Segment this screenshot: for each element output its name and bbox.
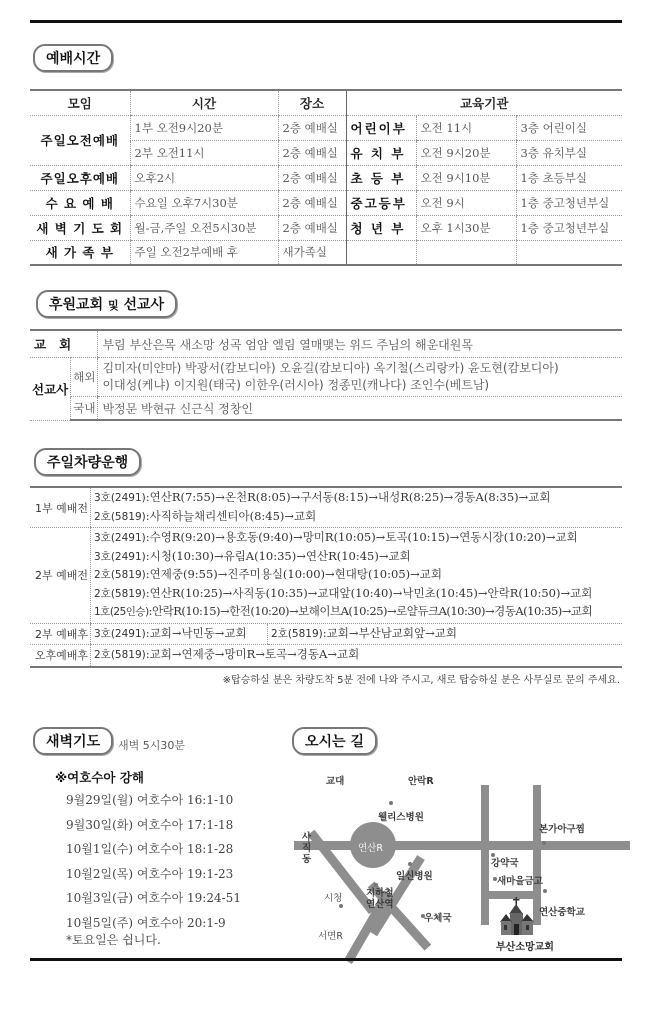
title-part: 선교사 xyxy=(123,297,165,313)
support-table xyxy=(30,329,622,421)
schedule-item: 9월29일(월) 여호수아 16:1-10 xyxy=(66,793,234,807)
route-line: 3호(2491):수영R(9:20)→용호동(9:40)→망미R(10:05)→토곡(10:15)→연동시장(10:20)→교회 xyxy=(94,530,578,544)
table-row xyxy=(30,645,622,667)
map-label-sajik: 사직동 xyxy=(302,832,312,865)
dawn-prayer-note: *토요일은 쉽니다. xyxy=(66,933,161,947)
map-label-post-office: 우체국 xyxy=(424,913,452,924)
support-section-title xyxy=(36,290,177,318)
overseas-label: 해외 xyxy=(71,358,98,397)
overseas-line: 김미자(미얀마) 박광서(캄보디아) 오윤길(캄보디아) 옥기철(스리랑카) 윤도현(캄보디아) xyxy=(102,361,559,375)
table-row xyxy=(30,215,622,240)
meeting-name: 수 요 예 배 xyxy=(30,190,130,215)
meeting-name: 새 가 족 부 xyxy=(30,240,130,265)
bottom-rule xyxy=(30,958,622,961)
meeting-time: 오후2시 xyxy=(130,165,278,190)
map-dot xyxy=(408,862,412,866)
route-cell xyxy=(268,623,623,645)
table-row xyxy=(30,487,622,528)
dawn-prayer-schedule xyxy=(66,788,241,936)
domestic-list: 박정문 박현규 신근식 정창인 xyxy=(98,397,622,421)
meeting-place: 2층 예배실 xyxy=(278,140,346,165)
schedule-item: 9월30일(화) 여호수아 17:1-18 xyxy=(66,817,234,832)
map-label-gyodae: 교대 xyxy=(326,776,345,787)
edu-dept: 청 년 부 xyxy=(346,215,416,240)
worship-schedule-table xyxy=(30,89,622,266)
missionary-label: 선교사 xyxy=(30,358,71,421)
map-label-ilsin-hospital: 일신병원 xyxy=(396,871,433,882)
map-label-bongaya: 본가아구찜 xyxy=(539,824,585,835)
col-header-time: 시간 xyxy=(130,90,278,115)
route-cell xyxy=(91,487,623,528)
route-cell xyxy=(91,528,623,624)
meeting-place: 새가족실 xyxy=(278,240,346,265)
dawn-prayer-section-title: 새벽기도 xyxy=(33,727,113,755)
route-cell xyxy=(91,623,268,645)
map-label-pharmacy: 강약국 xyxy=(491,858,519,869)
meeting-time: 1부 오전9시20분 xyxy=(130,115,278,140)
edu-time: 오후 1시30분 xyxy=(416,215,516,240)
dawn-prayer-subtitle: ※여호수아 강해 xyxy=(55,770,144,785)
edu-dept: 초 등 부 xyxy=(346,165,416,190)
route-line: 2호(5819):연제중(9:55)→진주미용실(10:00)→현대탕(10:05)→교회 xyxy=(94,567,442,581)
meeting-place: 2층 예배실 xyxy=(278,215,346,240)
table-row xyxy=(30,358,622,397)
empty-cell xyxy=(346,240,416,265)
meeting-place: 2층 예배실 xyxy=(278,165,346,190)
edu-dept: 중고등부 xyxy=(346,190,416,215)
schedule-item: 10월5일(주) 여호수아 20:1-9 xyxy=(66,915,226,930)
meeting-name: 주일오후예배 xyxy=(30,165,130,190)
run-label: 2부 예배전 xyxy=(30,528,91,624)
route-line: 2호(5819):교회→부산남교회앞→교회 xyxy=(271,625,457,640)
meeting-time: 수요일 오후7시30분 xyxy=(130,190,278,215)
run-label: 2부 예배후 xyxy=(30,623,91,645)
dawn-prayer-time: 새벽 5시30분 xyxy=(118,739,185,752)
overseas-list xyxy=(98,358,622,397)
edu-dept: 유 치 부 xyxy=(346,140,416,165)
schedule-item: 10월3일(금) 여호수아 19:24-51 xyxy=(66,891,241,906)
directions-section-title: 오시는 길 xyxy=(292,727,377,755)
map-label-city-hall: 시청 xyxy=(324,893,343,904)
overseas-line: 이대성(케냐) 이지원(태국) 이한우(러시아) 정종민(캐나다) 조인수(베트남) xyxy=(102,378,490,392)
map-dot xyxy=(374,883,378,887)
church-icon xyxy=(498,897,536,937)
map-label-saemaeul: 새마을금고 xyxy=(497,876,543,887)
table-row xyxy=(30,623,622,645)
edu-time: 오전 11시 xyxy=(416,115,516,140)
col-header-education: 교육기관 xyxy=(346,90,622,115)
church-label: 교 회 xyxy=(30,330,98,358)
table-row xyxy=(30,397,622,421)
domestic-label: 국내 xyxy=(71,397,98,421)
col-header-place: 장소 xyxy=(278,90,346,115)
route-line: 3호(2491):교회→낙민동→교회 xyxy=(94,625,247,640)
meeting-time: 주일 오전2부예배 후 xyxy=(130,240,278,265)
map-dot xyxy=(543,889,547,893)
title-part: 후원교회 xyxy=(49,297,104,313)
vehicle-table xyxy=(30,486,622,668)
edu-place: 1층 중고청년부실 xyxy=(516,215,622,240)
run-label: 1부 예배전 xyxy=(30,487,91,528)
edu-time: 오전 9시20분 xyxy=(416,140,516,165)
table-row xyxy=(30,240,622,265)
route-line: 2호(5819):사직하늘채리센티아(8:45)→교회 xyxy=(94,508,317,523)
map-dot xyxy=(389,801,393,805)
route-cell xyxy=(91,645,623,667)
map-label-anrak: 안락R xyxy=(408,776,434,787)
title-part: 및 xyxy=(107,299,119,312)
map-label-middle-school: 연산중학교 xyxy=(539,907,585,918)
route-line: 1호(25인승):안락R(10:15)→한전(10:20)→보해이브A(10:25)→로얄듀크A(10:30)→경동A(10:35)→교회 xyxy=(94,604,593,618)
meeting-place: 2층 예배실 xyxy=(278,115,346,140)
map-label-church: 부산소망교회 xyxy=(496,942,554,953)
meeting-time: 월-금,주일 오전5시30분 xyxy=(130,215,278,240)
edu-place: 3층 유치부실 xyxy=(516,140,622,165)
map-label-subway: 지하철 연산역 xyxy=(366,888,394,910)
route-line: 2호(5819):연산R(10:25)→사직동(10:35)→교대앞(10:40)→낙민초(10:45)→안락R(10:50)→교회 xyxy=(94,585,593,600)
edu-time: 오전 9시 xyxy=(416,190,516,215)
route-line: 3호(2491):연산R(7:55)→온천R(8:05)→구서동(8:15)→내성R(8:25)→경동A(8:35)→교회 xyxy=(94,490,551,504)
church-list: 부림 부산은목 새소망 성곡 엄암 엘림 열매맺는 위드 주님의 해운대원목 xyxy=(98,330,622,358)
edu-place: 1층 중고청년부실 xyxy=(516,190,622,215)
vehicle-note: ※탑승하실 분은 차량도착 5분 전에 나와 주시고, 새로 탑승하실 분은 사무실로 문의 주세요. xyxy=(222,675,620,686)
schedule-item: 10월2일(목) 여호수아 19:1-23 xyxy=(66,866,234,881)
empty-cell xyxy=(416,240,516,265)
table-row xyxy=(30,528,622,624)
edu-place: 1층 초등부실 xyxy=(516,165,622,190)
route-line: 3호(2491):시청(10:30)→유림A(10:35)→연산R(10:45)→교회 xyxy=(94,548,411,563)
empty-cell xyxy=(516,240,622,265)
table-header-row xyxy=(30,90,622,115)
meeting-name: 주일오전예배 xyxy=(30,115,130,165)
edu-time: 오전 9시10분 xyxy=(416,165,516,190)
edu-dept: 어린이부 xyxy=(346,115,416,140)
map-dot xyxy=(542,841,546,845)
road-vertical-left xyxy=(481,785,489,925)
table-row xyxy=(30,190,622,215)
table-row xyxy=(30,165,622,190)
meeting-time: 2부 오전11시 xyxy=(130,140,278,165)
schedule-item: 10월1일(수) 여호수아 18:1-28 xyxy=(66,842,234,857)
map-dot xyxy=(339,904,343,908)
edu-place: 3층 어린이실 xyxy=(516,115,622,140)
col-header-meeting: 모임 xyxy=(30,90,130,115)
table-row xyxy=(30,115,622,140)
map-label-yeonsan-r: 연산R xyxy=(358,843,383,854)
vehicle-section-title: 주일차량운행 xyxy=(34,448,141,476)
table-row xyxy=(30,330,622,358)
directions-map xyxy=(296,770,626,955)
run-label: 오후예배후 xyxy=(30,645,91,667)
meeting-place: 2층 예배실 xyxy=(278,190,346,215)
worship-section-title: 예배시간 xyxy=(33,44,113,72)
meeting-name: 새 벽 기 도 회 xyxy=(30,215,130,240)
map-label-wells-hospital: 웰리스병원 xyxy=(378,812,424,823)
top-rule xyxy=(30,20,622,23)
map-label-seomyeon-r: 서면R xyxy=(318,931,343,942)
route-line: 2호(5819):교회→연제중→망미R→토곡→경동A→교회 xyxy=(94,647,360,661)
